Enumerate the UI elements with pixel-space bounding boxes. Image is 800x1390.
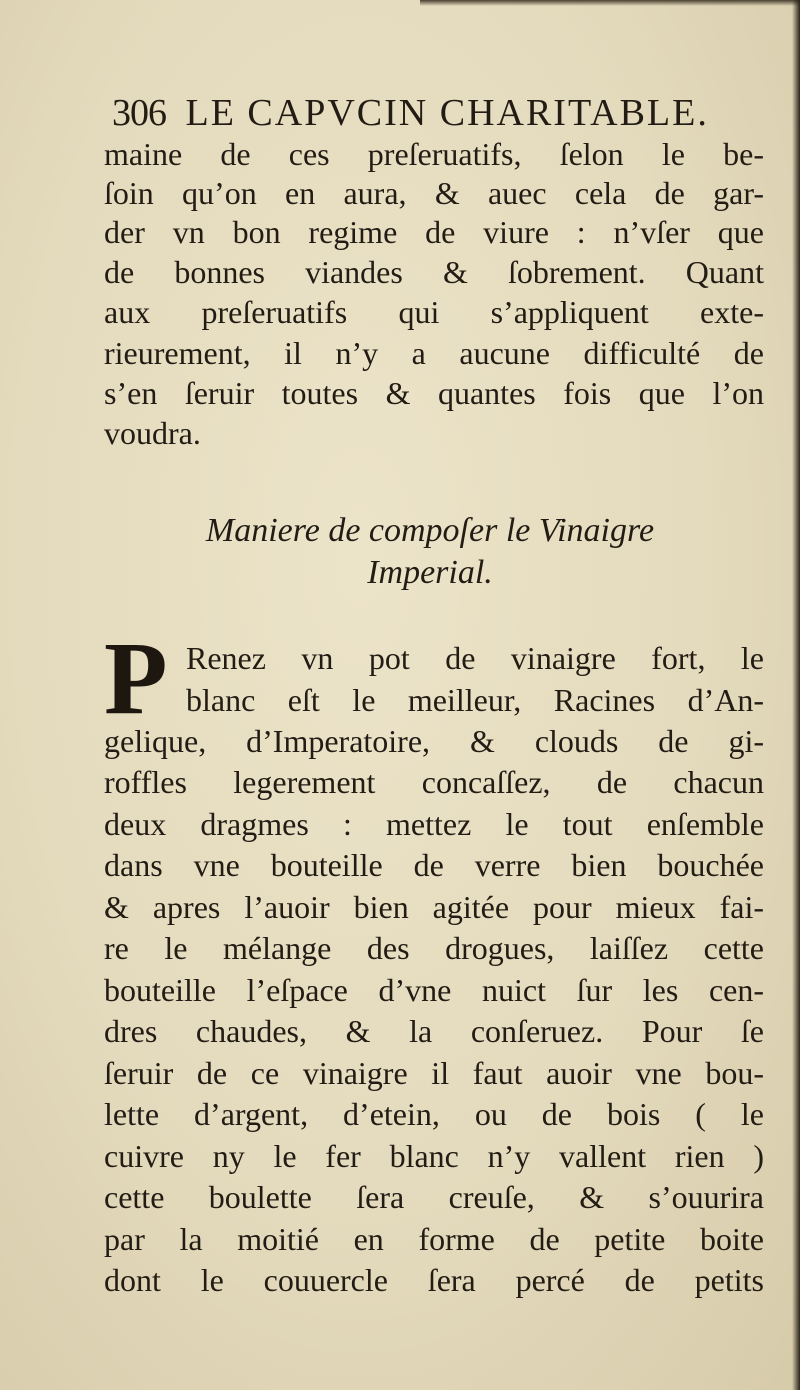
text-line: ſeruir de ce vinaigre il faut auoir vne bou- bbox=[104, 1055, 764, 1091]
text-line: bouteille l’eſpace d’vne nuict ſur les cen- bbox=[104, 972, 764, 1008]
text-line: gelique, d’Imperatoire, & clouds de gi- bbox=[104, 723, 764, 759]
page-header bbox=[112, 90, 772, 136]
text-line: re le mélange des drogues, laiſſez cette bbox=[104, 930, 764, 966]
text-line: dans vne bouteille de verre bien bouchée bbox=[104, 847, 764, 883]
section-heading-line: Maniere de compoſer le Vinaigre bbox=[205, 512, 655, 549]
text-line: lette d’argent, d’etein, ou de bois ( le bbox=[104, 1096, 764, 1132]
text-line: dres chaudes, & la conſeruez. Pour ſe bbox=[104, 1013, 764, 1049]
text-line: rieurement, il n’y a aucune difficulté de bbox=[104, 335, 764, 371]
text-line: maine de ces preſeruatifs, ſelon le be- bbox=[104, 136, 764, 172]
running-title: LE CAPVCIN CHARITABLE. bbox=[185, 92, 709, 134]
text-line: cette boulette ſera creuſe, & s’ouurira bbox=[104, 1179, 764, 1215]
text-line: aux preſeruatifs qui s’appliquent exte- bbox=[104, 294, 764, 330]
page-top-edge-shadow bbox=[420, 0, 800, 6]
text-line: deux dragmes : mettez le tout enſemble bbox=[104, 806, 764, 842]
text-line: voudra. bbox=[104, 415, 201, 451]
page-number: 306 bbox=[112, 92, 166, 134]
text-line: par la moitié en forme de petite boite bbox=[104, 1221, 764, 1257]
text-line: & apres l’auoir bien agitée pour mieux fai- bbox=[104, 889, 764, 925]
text-line: der vn bon regime de viure : n’vſer que bbox=[104, 214, 764, 250]
text-line: de bonnes viandes & ſobrement. Quant bbox=[104, 254, 764, 290]
text-line: blanc eſt le meilleur, Racines d’An- bbox=[186, 682, 764, 718]
text-line: cuivre ny le fer blanc n’y vallent rien ) bbox=[104, 1138, 764, 1174]
section-heading-line: Imperial. bbox=[367, 554, 493, 591]
text-line: dont le couuercle ſera percé de petits bbox=[104, 1262, 764, 1298]
page-right-edge-shadow bbox=[792, 0, 800, 1390]
text-line: ſoin qu’on en aura, & auec cela de gar- bbox=[104, 175, 764, 211]
text-line: Renez vn pot de vinaigre fort, le bbox=[186, 640, 764, 676]
text-line: roffles legerement concaſſez, de chacun bbox=[104, 764, 764, 800]
drop-cap: P bbox=[104, 621, 168, 736]
text-line: s’en ſeruir toutes & quantes fois que l’on bbox=[104, 375, 764, 411]
